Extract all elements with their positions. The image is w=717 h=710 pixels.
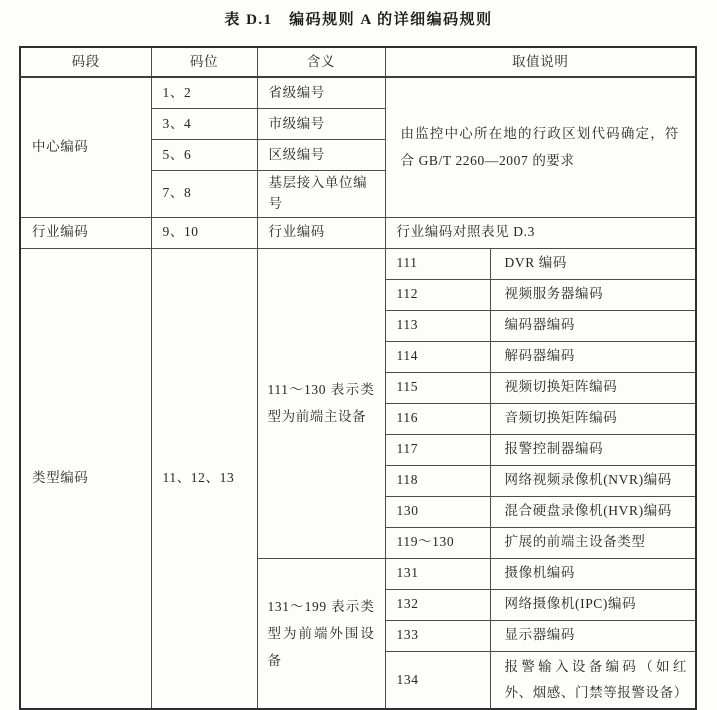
cell-meaning: 行业编码 [257,217,385,248]
cell-position: 5、6 [151,140,257,171]
cell-type-code: 116 [385,403,490,434]
cell-type-code: 131 [385,558,490,589]
cell-segment-center: 中心编码 [20,77,151,217]
cell-type-code: 132 [385,589,490,620]
cell-meaning: 基层接入单位编号 [257,171,385,218]
cell-segment-type: 类型编码 [20,248,151,709]
table-row [20,248,696,279]
cell-meaning: 区级编号 [257,140,385,171]
cell-type-code: 130 [385,496,490,527]
cell-type-desc: 视频服务器编码 [490,279,696,310]
header-cell-position: 码位 [151,47,257,77]
cell-type-code: 115 [385,372,490,403]
cell-meaning-group1: 111～130 表示类型为前端主设备 [257,248,385,558]
cell-type-desc: 报警控制器编码 [490,434,696,465]
page-title: 表 D.1 编码规则 A 的详细编码规则 [224,12,493,28]
cell-type-code: 134 [385,651,490,709]
header-cell-segment: 码段 [20,47,151,77]
cell-type-code: 118 [385,465,490,496]
cell-type-code: 117 [385,434,490,465]
cell-type-desc: DVR 编码 [490,248,696,279]
header-cell-value-note: 取值说明 [385,47,696,77]
cell-type-desc: 网络视频录像机(NVR)编码 [490,465,696,496]
coding-rule-table [19,46,697,710]
cell-type-desc: 音频切换矩阵编码 [490,403,696,434]
cell-position: 3、4 [151,109,257,140]
cell-position-type: 11、12、13 [151,248,257,709]
cell-type-code: 133 [385,620,490,651]
cell-type-desc: 摄像机编码 [490,558,696,589]
cell-type-code: 114 [385,341,490,372]
cell-industry-value-note: 行业编码对照表见 D.3 [385,217,696,248]
cell-center-value-note: 由监控中心所在地的行政区划代码确定，符合 GB/T 2260—2007 的要求 [385,77,696,217]
cell-type-desc: 扩展的前端主设备类型 [490,527,696,558]
cell-position: 1、2 [151,77,257,109]
cell-type-desc: 显示器编码 [490,620,696,651]
header-cell-meaning: 含义 [257,47,385,77]
cell-type-desc: 编码器编码 [490,310,696,341]
cell-meaning: 市级编号 [257,109,385,140]
table-row [20,77,696,109]
cell-position: 7、8 [151,171,257,218]
header-row [20,47,696,77]
cell-meaning-group2: 131～199 表示类型为前端外围设备 [257,558,385,709]
cell-position: 9、10 [151,217,257,248]
cell-meaning: 省级编号 [257,77,385,109]
cell-type-desc: 报警输入设备编码（如红外、烟感、门禁等报警设备） [490,651,696,709]
cell-type-desc: 混合硬盘录像机(HVR)编码 [490,496,696,527]
cell-type-desc: 解码器编码 [490,341,696,372]
cell-type-code: 113 [385,310,490,341]
cell-type-desc: 视频切换矩阵编码 [490,372,696,403]
table-container [19,46,697,710]
table-row [20,217,696,248]
cell-type-code: 111 [385,248,490,279]
cell-type-code: 112 [385,279,490,310]
cell-type-code: 119～130 [385,527,490,558]
cell-type-desc: 网络摄像机(IPC)编码 [490,589,696,620]
cell-segment-industry: 行业编码 [20,217,151,248]
